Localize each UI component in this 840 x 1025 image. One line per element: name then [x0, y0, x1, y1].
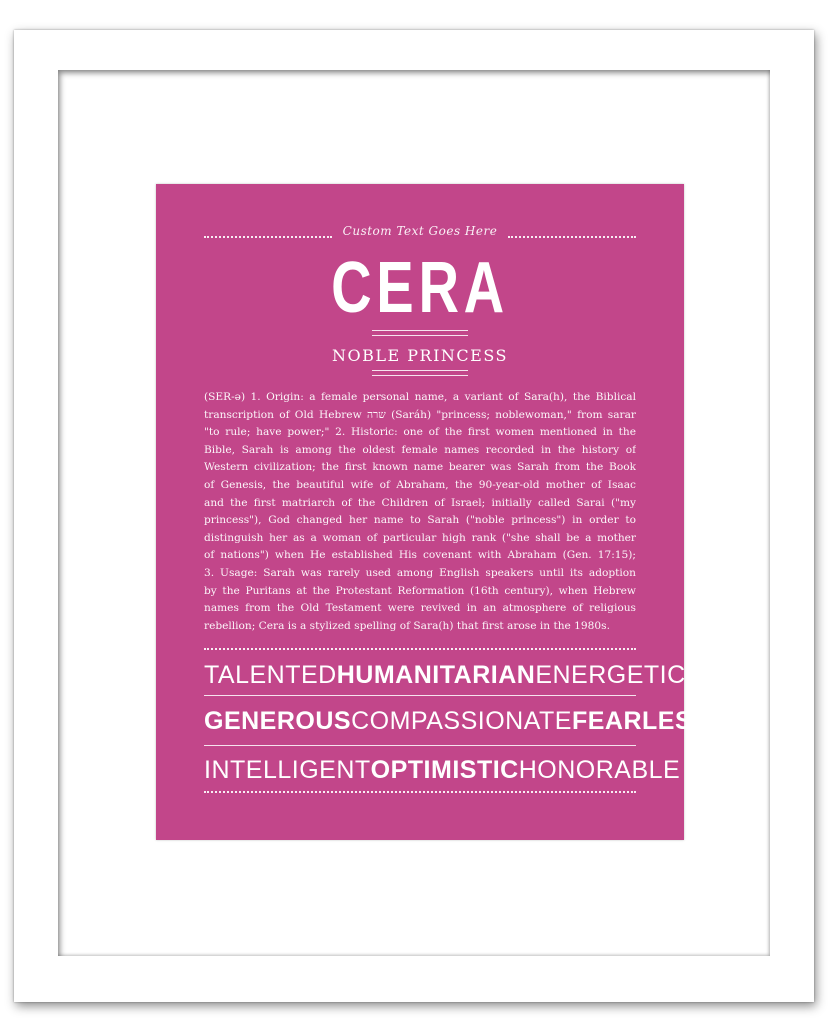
definition-line: (SER-ə) 1. Origin: a female personal name, a variant of Sara(h), the Biblical [204, 391, 636, 403]
dotted-divider-traits-bottom [204, 791, 636, 793]
definition-line: Western civilization; the first known name bearer was Sarah from the Book [204, 461, 636, 474]
traits-row-2 [204, 706, 710, 736]
dotted-divider-traits-top [204, 648, 636, 650]
trait-word: ENERGETIC [535, 661, 686, 689]
definition-line: and the first matriarch of the Children of Israel; initially called Sarai ("my [204, 496, 636, 509]
traits-row-3 [204, 755, 681, 785]
definition-line: of nations") when He established His covenant with Abraham (Gen. 17:15); [204, 549, 636, 562]
definition-line: Bible, Sarah is among the oldest female names recorded in the history of [204, 443, 636, 456]
definition-line: "to rule; have power;" 2. Historic: one of the first women mentioned in the [204, 426, 636, 439]
traits-rule-2 [204, 745, 636, 746]
meaning-rule-bottom [372, 375, 468, 376]
definition-line: by the Puritans at the Protestant Reformation (16th century), when Hebrew [204, 584, 636, 597]
name-definition [204, 389, 636, 635]
definition-line: rebellion; Cera is a stylized spelling of Sara(h) that first arose in the 1980s. [204, 619, 610, 632]
trait-word: FEARLESS [571, 707, 710, 735]
traits-rule-1 [204, 695, 636, 696]
name-title: CERA [331, 248, 509, 328]
definition-line: princess"), God changed her name to Sarah ("noble princess") in order to [204, 514, 636, 527]
definition-line: of Genesis, the beautiful wife of Abraham, the 90-year-old mother of Isaac [204, 478, 636, 491]
name-print [156, 184, 710, 840]
custom-text: Custom Text Goes Here [342, 224, 498, 238]
meaning-rule-top [372, 370, 468, 371]
trait-word: GENEROUS [204, 707, 352, 735]
trait-word: HONORABLE [518, 756, 681, 784]
traits-row-1 [204, 660, 686, 690]
name-rule-bottom [372, 335, 468, 336]
name-meaning: NOBLE PRINCESS [332, 346, 508, 365]
trait-word: OPTIMISTIC [370, 756, 519, 784]
trait-word: TALENTED [204, 661, 337, 689]
definition-line: names from the Old Testament were revived in an atmosphere of religious [204, 602, 636, 615]
definition-line: transcription of Old Hebrew שרה (Saráh) "princess; noblewoman," from sarar [204, 408, 636, 421]
trait-word: HUMANITARIAN [336, 661, 536, 689]
definition-line: distinguish her as a woman of particular high rank ("she shall be a mother [204, 531, 636, 544]
trait-word: INTELLIGENT [204, 756, 371, 784]
definition-line: 3. Usage: Sarah was rarely used among English speakers until its adoption [204, 566, 636, 579]
name-rule-top [372, 330, 468, 331]
trait-word: COMPASSIONATE [351, 707, 572, 735]
